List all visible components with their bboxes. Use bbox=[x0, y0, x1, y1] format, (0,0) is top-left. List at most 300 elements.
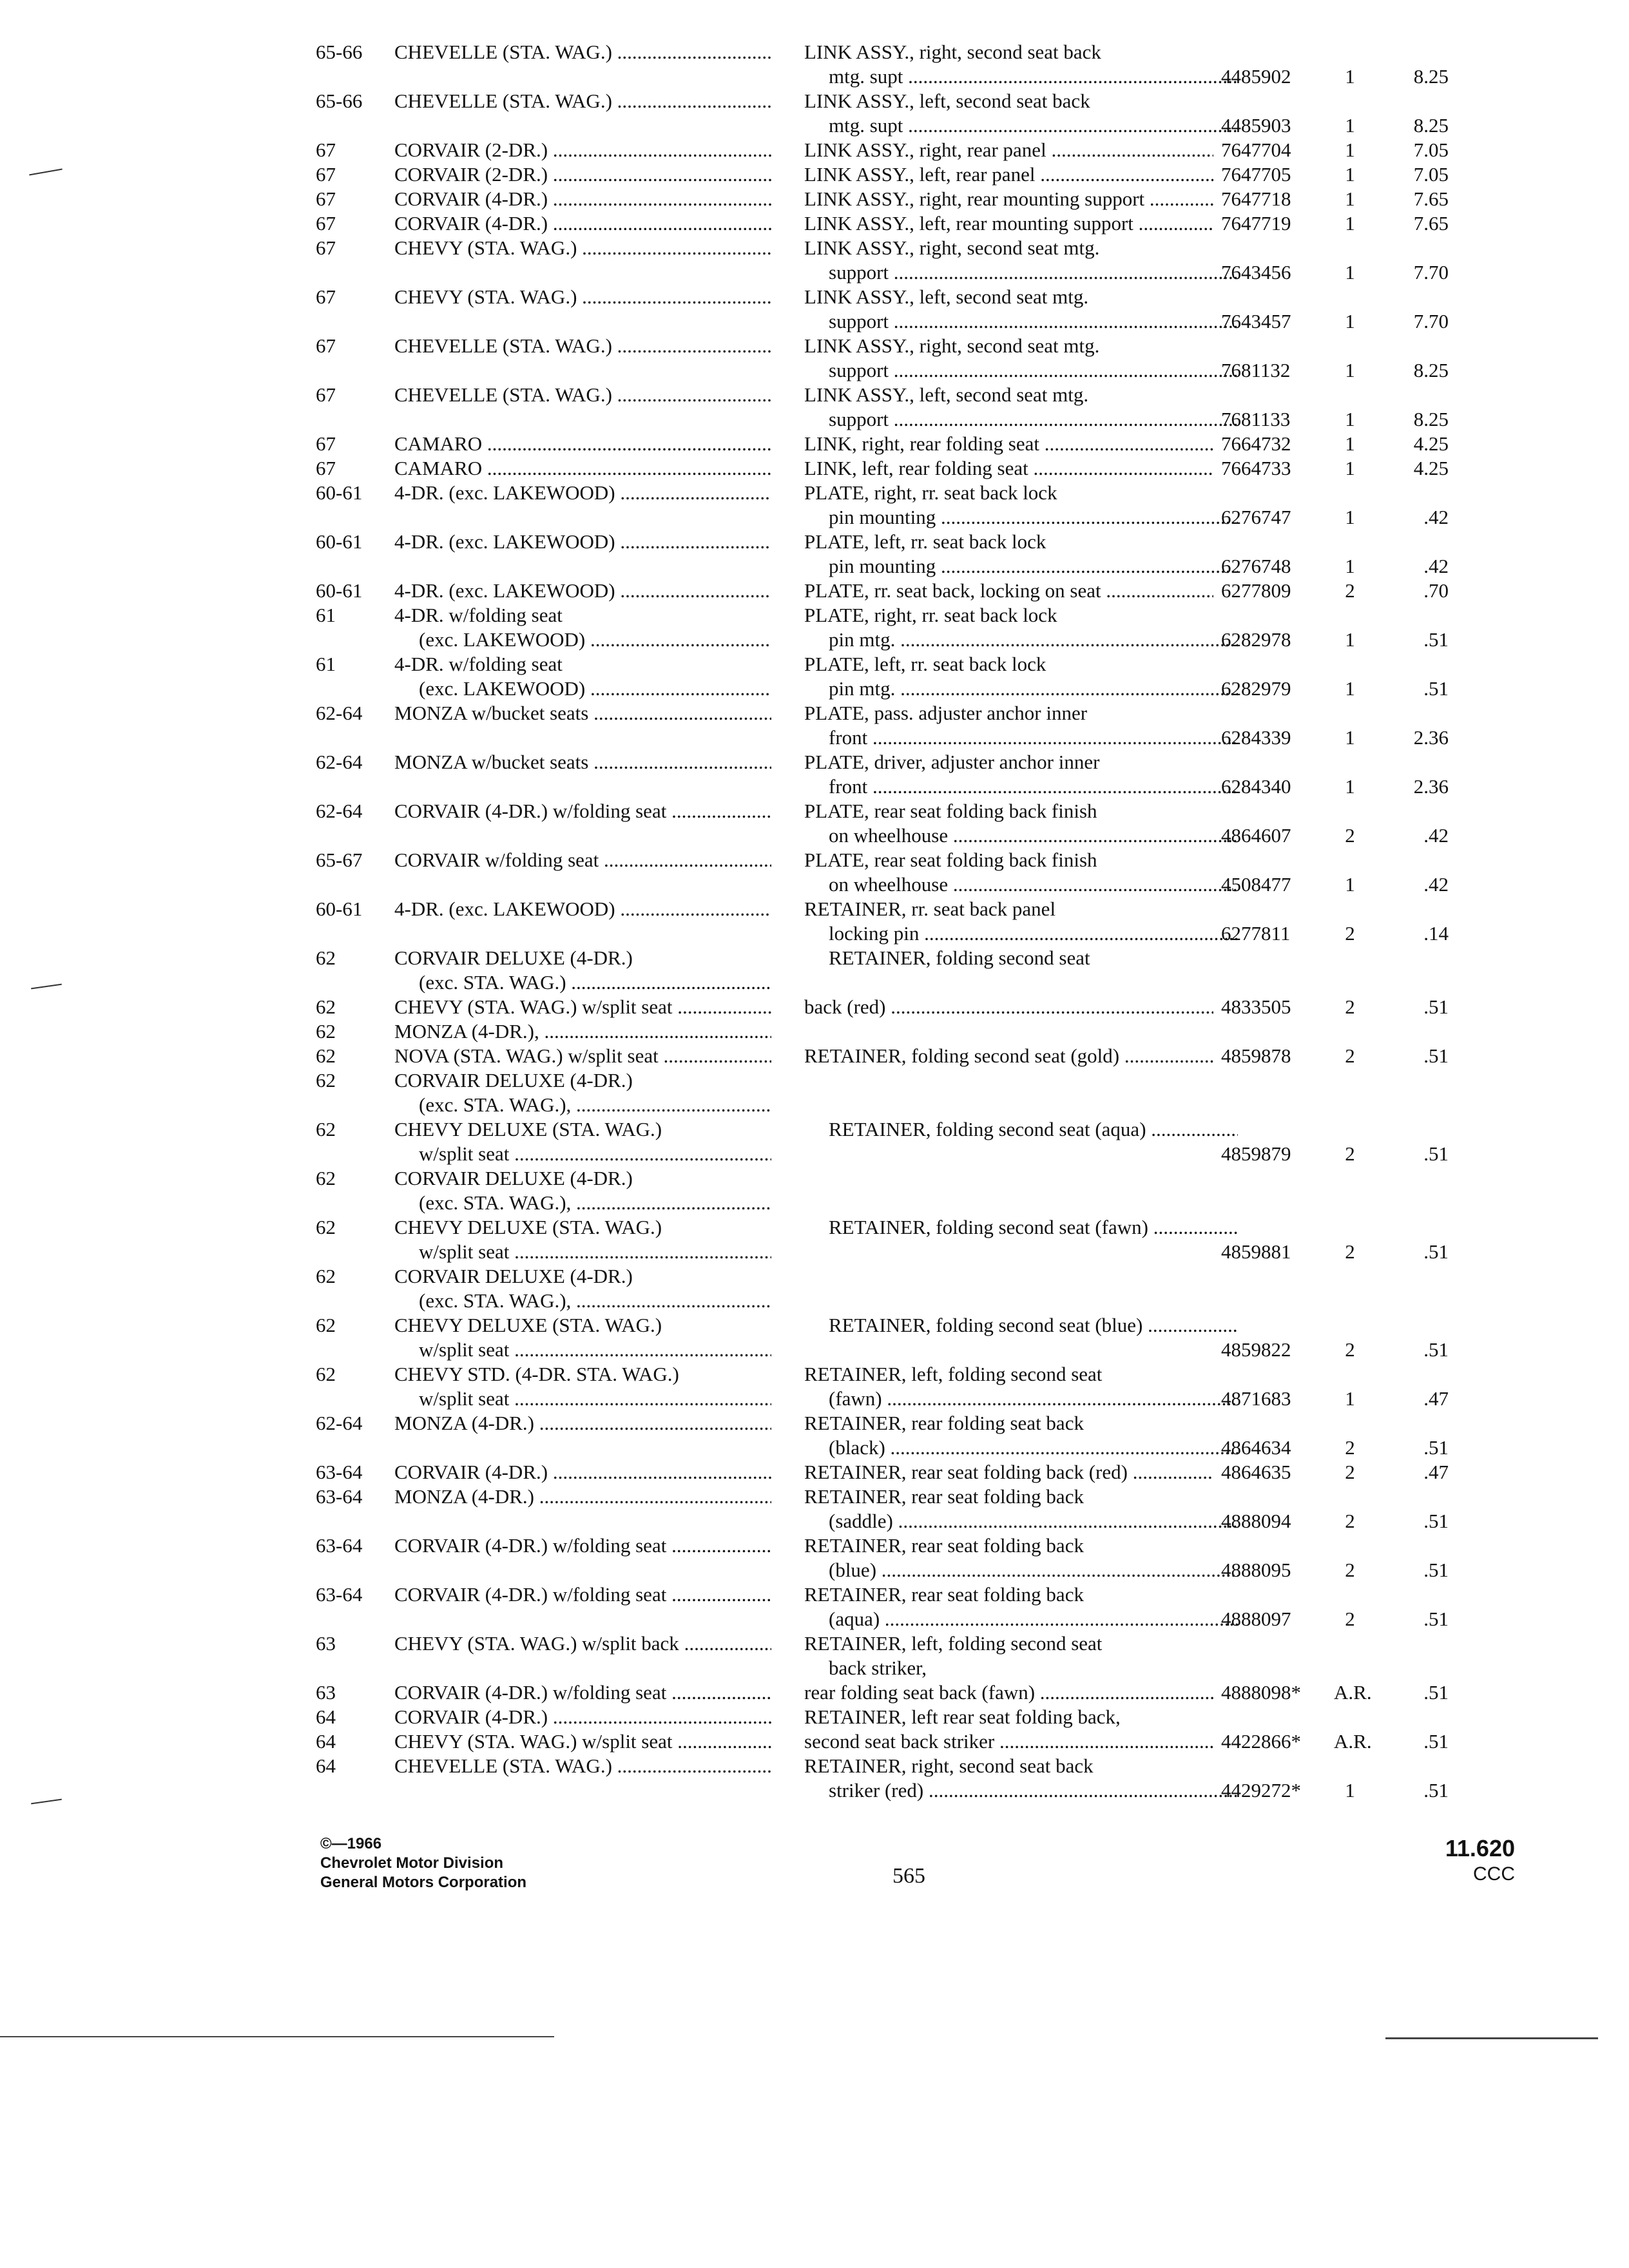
part-description-cell bbox=[804, 1680, 1229, 1705]
table-row bbox=[0, 848, 1629, 897]
part-description-cell bbox=[804, 1582, 1229, 1631]
part-line: PLATE, left, rr. seat back lock bbox=[804, 530, 1046, 553]
part-line: (saddle) ..... bbox=[804, 1509, 1238, 1533]
part-description-cell bbox=[804, 750, 1229, 799]
part-number-cell: 4422866* bbox=[1221, 1730, 1301, 1753]
part-number-cell: 4888098* bbox=[1221, 1681, 1301, 1704]
model-line: (exc. STA. WAG.), ..... bbox=[394, 1191, 771, 1215]
table-row bbox=[0, 1044, 1629, 1068]
model-line: CHEVELLE (STA. WAG.) ..... bbox=[394, 40, 771, 64]
part-description-cell bbox=[804, 897, 1229, 946]
part-description-cell bbox=[804, 1313, 1229, 1338]
quantity-cell: 1 bbox=[1345, 408, 1355, 430]
model-cell bbox=[394, 334, 771, 358]
model-line: CHEVELLE (STA. WAG.) ..... bbox=[394, 334, 771, 358]
copyright-line: ©—1966 bbox=[320, 1835, 382, 1852]
quantity-cell: 2 bbox=[1345, 995, 1355, 1018]
model-cell bbox=[394, 1264, 771, 1313]
part-number-cell: 4859881 bbox=[1221, 1240, 1291, 1263]
year-cell: 60-61 bbox=[316, 481, 363, 504]
part-line: RETAINER, right, second seat back bbox=[804, 1754, 1094, 1777]
quantity-cell: 1 bbox=[1345, 139, 1355, 161]
section-code: CCC bbox=[1473, 1863, 1515, 1885]
table-row bbox=[0, 187, 1629, 211]
price-cell: .47 bbox=[1423, 1387, 1449, 1410]
quantity-cell: 2 bbox=[1345, 1436, 1355, 1459]
table-row bbox=[0, 432, 1629, 456]
model-line: CHEVY (STA. WAG.) ..... bbox=[394, 236, 771, 260]
model-cell bbox=[394, 1215, 771, 1264]
part-number-cell: 6282978 bbox=[1221, 628, 1291, 651]
model-line: CORVAIR (4-DR.) w/folding seat ..... bbox=[394, 1582, 771, 1607]
price-cell: 8.25 bbox=[1413, 359, 1449, 381]
part-description-cell bbox=[804, 40, 1229, 89]
year-cell: 62 bbox=[316, 947, 336, 969]
quantity-cell: 2 bbox=[1345, 1559, 1355, 1581]
price-cell: .51 bbox=[1423, 1044, 1449, 1067]
part-description-cell bbox=[804, 701, 1229, 750]
quantity-cell: 1 bbox=[1345, 114, 1355, 137]
model-line: w/split seat ..... bbox=[394, 1240, 771, 1264]
part-line: (aqua) ..... bbox=[804, 1607, 1238, 1631]
price-cell: .51 bbox=[1423, 1730, 1449, 1753]
part-line: PLATE, right, rr. seat back lock bbox=[804, 481, 1057, 504]
part-line: support ..... bbox=[804, 309, 1238, 334]
table-row bbox=[0, 579, 1629, 603]
table-row bbox=[0, 750, 1629, 799]
part-description-cell bbox=[804, 285, 1229, 334]
corporation-line: General Motors Corporation bbox=[320, 1874, 527, 1891]
model-line: CAMARO ..... bbox=[394, 432, 771, 456]
part-line: RETAINER, folding second seat (fawn) ..... bbox=[804, 1215, 1238, 1240]
model-cell bbox=[394, 946, 771, 995]
part-line: RETAINER, left rear seat folding back, bbox=[804, 1706, 1121, 1728]
year-cell: 67 bbox=[316, 187, 336, 210]
model-line: MONZA (4-DR.), ..... bbox=[394, 1019, 771, 1044]
quantity-cell: 1 bbox=[1345, 457, 1355, 479]
quantity-cell: 2 bbox=[1345, 1044, 1355, 1067]
part-description-cell bbox=[804, 652, 1229, 701]
price-cell: .51 bbox=[1423, 1510, 1449, 1532]
part-line: PLATE, driver, adjuster anchor inner bbox=[804, 751, 1100, 773]
part-description-cell bbox=[804, 89, 1229, 138]
quantity-cell: 1 bbox=[1345, 212, 1355, 235]
model-line: CHEVY DELUXE (STA. WAG.) bbox=[394, 1118, 662, 1140]
table-row bbox=[0, 1215, 1629, 1264]
quantity-cell: 1 bbox=[1345, 506, 1355, 528]
year-cell: 62 bbox=[316, 1044, 336, 1067]
part-line: LINK ASSY., left, second seat mtg. bbox=[804, 285, 1089, 308]
price-cell: .42 bbox=[1423, 506, 1449, 528]
part-number-cell: 6282979 bbox=[1221, 677, 1291, 700]
table-row bbox=[0, 995, 1629, 1019]
quantity-cell: 1 bbox=[1345, 261, 1355, 284]
part-line: RETAINER, folding second seat (gold) ..... bbox=[804, 1044, 1213, 1068]
part-line: RETAINER, folding second seat (aqua) ..... bbox=[804, 1117, 1238, 1142]
year-cell: 62-64 bbox=[316, 702, 363, 724]
table-row bbox=[0, 701, 1629, 750]
part-line: pin mounting ..... bbox=[804, 554, 1238, 579]
table-row bbox=[0, 1019, 1629, 1044]
part-description-cell bbox=[804, 1362, 1229, 1411]
model-cell bbox=[394, 652, 771, 701]
model-cell bbox=[394, 285, 771, 309]
model-cell bbox=[394, 995, 771, 1019]
model-cell bbox=[394, 1166, 771, 1215]
part-number-cell: 7643457 bbox=[1221, 310, 1291, 332]
part-number-cell: 6276747 bbox=[1221, 506, 1291, 528]
page-number: 565 bbox=[892, 1864, 925, 1888]
part-line: RETAINER, rear seat folding back (red) ..... bbox=[804, 1460, 1213, 1485]
year-cell: 67 bbox=[316, 163, 336, 186]
price-cell: .42 bbox=[1423, 555, 1449, 577]
year-cell: 62-64 bbox=[316, 1412, 363, 1434]
quantity-cell: 1 bbox=[1345, 310, 1355, 332]
model-cell bbox=[394, 211, 771, 236]
model-line: 4-DR. (exc. LAKEWOOD) ..... bbox=[394, 579, 771, 603]
model-line: w/split seat ..... bbox=[394, 1142, 771, 1166]
model-line: CHEVY (STA. WAG.) w/split back ..... bbox=[394, 1631, 771, 1656]
model-line: CHEVELLE (STA. WAG.) ..... bbox=[394, 1754, 771, 1778]
part-line: LINK, left, rear folding seat ..... bbox=[804, 456, 1213, 481]
table-row bbox=[0, 1264, 1629, 1313]
quantity-cell: 1 bbox=[1345, 775, 1355, 798]
part-line: pin mtg. ..... bbox=[804, 677, 1238, 701]
table-row bbox=[0, 1533, 1629, 1582]
year-cell: 61 bbox=[316, 604, 336, 626]
model-cell bbox=[394, 89, 771, 113]
part-line: locking pin ..... bbox=[804, 921, 1238, 946]
part-number-cell: 4429272* bbox=[1221, 1779, 1301, 1802]
model-line: w/split seat ..... bbox=[394, 1387, 771, 1411]
part-description-cell bbox=[804, 481, 1229, 530]
price-cell: .47 bbox=[1423, 1461, 1449, 1483]
model-cell bbox=[394, 187, 771, 211]
part-description-cell bbox=[804, 334, 1229, 383]
year-cell: 62 bbox=[316, 1314, 336, 1336]
model-cell bbox=[394, 1631, 771, 1656]
year-cell: 63-64 bbox=[316, 1485, 363, 1508]
part-description-cell bbox=[804, 1631, 1229, 1680]
model-line: CORVAIR w/folding seat ..... bbox=[394, 848, 771, 872]
model-line: CORVAIR DELUXE (4-DR.) bbox=[394, 1265, 633, 1287]
price-cell: 8.25 bbox=[1413, 408, 1449, 430]
table-row bbox=[0, 383, 1629, 432]
year-cell: 67 bbox=[316, 432, 336, 455]
part-line: support ..... bbox=[804, 260, 1238, 285]
part-line: striker (red) ..... bbox=[804, 1778, 1238, 1803]
price-cell: .51 bbox=[1423, 1240, 1449, 1263]
part-line: support ..... bbox=[804, 407, 1238, 432]
price-cell: 4.25 bbox=[1413, 457, 1449, 479]
part-number-cell: 7643456 bbox=[1221, 261, 1291, 284]
model-cell bbox=[394, 432, 771, 456]
part-description-cell bbox=[804, 187, 1229, 211]
model-cell bbox=[394, 1705, 771, 1729]
model-line: MONZA w/bucket seats ..... bbox=[394, 750, 771, 774]
part-line: PLATE, rear seat folding back finish bbox=[804, 849, 1097, 871]
table-row bbox=[0, 1313, 1629, 1362]
part-line: front ..... bbox=[804, 726, 1238, 750]
model-line: CHEVY DELUXE (STA. WAG.) bbox=[394, 1216, 662, 1238]
model-line: CAMARO ..... bbox=[394, 456, 771, 481]
model-line: CORVAIR (4-DR.) ..... bbox=[394, 1460, 771, 1485]
year-cell: 62 bbox=[316, 995, 336, 1018]
part-line: RETAINER, left, folding second seat bbox=[804, 1632, 1103, 1655]
part-line: RETAINER, left, folding second seat bbox=[804, 1363, 1103, 1385]
model-line: CORVAIR (2-DR.) ..... bbox=[394, 162, 771, 187]
price-cell: 8.25 bbox=[1413, 65, 1449, 88]
table-row bbox=[0, 138, 1629, 162]
part-description-cell bbox=[804, 1411, 1229, 1460]
quantity-cell: A.R. bbox=[1334, 1730, 1372, 1753]
part-line: (fawn) ..... bbox=[804, 1387, 1238, 1411]
table-row bbox=[0, 530, 1629, 579]
part-line: back striker, bbox=[829, 1657, 927, 1679]
table-row bbox=[0, 1582, 1629, 1631]
part-line: PLATE, rr. seat back, locking on seat ..... bbox=[804, 579, 1213, 603]
model-cell bbox=[394, 481, 771, 505]
price-cell: .42 bbox=[1423, 824, 1449, 847]
part-description-cell bbox=[804, 1215, 1229, 1240]
table-row bbox=[0, 162, 1629, 187]
part-line: LINK ASSY., right, second seat back bbox=[804, 41, 1101, 63]
model-line: CHEVY STD. (4-DR. STA. WAG.) bbox=[394, 1363, 679, 1385]
year-cell: 67 bbox=[316, 236, 336, 259]
part-description-cell bbox=[804, 995, 1229, 1019]
model-cell bbox=[394, 236, 771, 260]
price-cell: .51 bbox=[1423, 1436, 1449, 1459]
quantity-cell: 1 bbox=[1345, 628, 1355, 651]
model-cell bbox=[394, 456, 771, 481]
table-row bbox=[0, 1705, 1629, 1729]
year-cell: 64 bbox=[316, 1754, 336, 1777]
model-cell bbox=[394, 1313, 771, 1362]
table-row bbox=[0, 652, 1629, 701]
price-cell: 2.36 bbox=[1413, 775, 1449, 798]
quantity-cell: A.R. bbox=[1334, 1681, 1372, 1704]
part-description-cell bbox=[804, 432, 1229, 456]
price-cell: 7.65 bbox=[1413, 212, 1449, 235]
model-line: CORVAIR DELUXE (4-DR.) bbox=[394, 947, 633, 969]
year-cell: 62 bbox=[316, 1363, 336, 1385]
part-description-cell bbox=[804, 236, 1229, 285]
part-description-cell bbox=[804, 162, 1229, 187]
part-number-cell: 4485902 bbox=[1221, 65, 1291, 88]
part-description-cell bbox=[804, 1533, 1229, 1582]
part-description-cell bbox=[804, 799, 1229, 848]
part-number-cell: 4833505 bbox=[1221, 995, 1291, 1018]
part-line: PLATE, left, rr. seat back lock bbox=[804, 653, 1046, 675]
model-cell bbox=[394, 1362, 771, 1411]
model-cell bbox=[394, 1411, 771, 1436]
price-cell: 8.25 bbox=[1413, 114, 1449, 137]
part-number-cell: 4859878 bbox=[1221, 1044, 1291, 1067]
model-cell bbox=[394, 701, 771, 726]
year-cell: 63-64 bbox=[316, 1583, 363, 1606]
part-line: mtg. supt ..... bbox=[804, 64, 1238, 89]
quantity-cell: 2 bbox=[1345, 1142, 1355, 1165]
model-line: CORVAIR (4-DR.) ..... bbox=[394, 1705, 771, 1729]
table-row bbox=[0, 1068, 1629, 1117]
year-cell: 65-66 bbox=[316, 41, 363, 63]
model-cell bbox=[394, 162, 771, 187]
table-row bbox=[0, 1631, 1629, 1680]
model-line: MONZA w/bucket seats ..... bbox=[394, 701, 771, 726]
model-cell bbox=[394, 1068, 771, 1117]
part-number-cell: 7647719 bbox=[1221, 212, 1291, 235]
table-row bbox=[0, 1117, 1629, 1166]
model-line: CORVAIR DELUXE (4-DR.) bbox=[394, 1167, 633, 1189]
part-line: PLATE, pass. adjuster anchor inner bbox=[804, 702, 1088, 724]
part-number-cell: 4871683 bbox=[1221, 1387, 1291, 1410]
part-line: LINK ASSY., left, rear mounting support ..... bbox=[804, 211, 1213, 236]
part-number-cell: 4864634 bbox=[1221, 1436, 1291, 1459]
part-line: mtg. supt ..... bbox=[804, 113, 1238, 138]
price-cell: .51 bbox=[1423, 677, 1449, 700]
quantity-cell: 1 bbox=[1345, 1387, 1355, 1410]
model-line: MONZA (4-DR.) ..... bbox=[394, 1485, 771, 1509]
quantity-cell: 1 bbox=[1345, 555, 1355, 577]
parts-catalog-table bbox=[0, 40, 1629, 1803]
table-row bbox=[0, 481, 1629, 530]
price-cell: .42 bbox=[1423, 873, 1449, 896]
quantity-cell: 1 bbox=[1345, 163, 1355, 186]
part-number-cell: 7681133 bbox=[1221, 408, 1291, 430]
part-number-cell: 4888097 bbox=[1221, 1608, 1291, 1630]
part-line: LINK ASSY., right, rear mounting support ..... bbox=[804, 187, 1213, 211]
part-description-cell bbox=[804, 1117, 1229, 1142]
model-cell bbox=[394, 383, 771, 407]
section-number: 11.620 bbox=[1445, 1835, 1515, 1861]
quantity-cell: 1 bbox=[1345, 1779, 1355, 1802]
model-line: CHEVY (STA. WAG.) ..... bbox=[394, 285, 771, 309]
model-cell bbox=[394, 1582, 771, 1607]
part-line: LINK ASSY., left, second seat mtg. bbox=[804, 383, 1089, 406]
table-row bbox=[0, 334, 1629, 383]
model-line: (exc. LAKEWOOD) ..... bbox=[394, 677, 771, 701]
price-cell: 7.65 bbox=[1413, 187, 1449, 210]
year-cell: 67 bbox=[316, 139, 336, 161]
table-row bbox=[0, 1485, 1629, 1533]
table-row bbox=[0, 285, 1629, 334]
model-cell bbox=[394, 1533, 771, 1558]
year-cell: 62 bbox=[316, 1216, 336, 1238]
part-description-cell bbox=[804, 579, 1229, 603]
price-cell: .51 bbox=[1423, 1142, 1449, 1165]
model-cell bbox=[394, 1019, 771, 1044]
year-cell: 63-64 bbox=[316, 1461, 363, 1483]
part-number-cell: 6277809 bbox=[1221, 579, 1291, 602]
part-line: LINK ASSY., right, second seat mtg. bbox=[804, 334, 1100, 357]
table-row bbox=[0, 946, 1629, 995]
model-cell bbox=[394, 1044, 771, 1068]
model-cell bbox=[394, 750, 771, 774]
part-description-cell bbox=[804, 603, 1229, 652]
model-line: (exc. LAKEWOOD) ..... bbox=[394, 628, 771, 652]
model-cell bbox=[394, 1754, 771, 1778]
table-row bbox=[0, 897, 1629, 946]
table-row bbox=[0, 456, 1629, 481]
part-line: pin mtg. ..... bbox=[804, 628, 1238, 652]
part-line: RETAINER, rear seat folding back bbox=[804, 1583, 1084, 1606]
part-description-cell bbox=[804, 383, 1229, 432]
part-line: RETAINER, rear folding seat back bbox=[804, 1412, 1084, 1434]
model-line: CORVAIR (2-DR.) ..... bbox=[394, 138, 771, 162]
quantity-cell: 2 bbox=[1345, 1240, 1355, 1263]
model-line: CORVAIR (4-DR.) ..... bbox=[394, 211, 771, 236]
part-line: (black) ..... bbox=[804, 1436, 1238, 1460]
quantity-cell: 1 bbox=[1345, 677, 1355, 700]
price-cell: .51 bbox=[1423, 1608, 1449, 1630]
model-line: CHEVELLE (STA. WAG.) ..... bbox=[394, 383, 771, 407]
year-cell: 63 bbox=[316, 1632, 336, 1655]
part-description-cell bbox=[804, 1754, 1229, 1803]
part-description-cell bbox=[804, 1485, 1229, 1533]
table-row bbox=[0, 1166, 1629, 1215]
part-number-cell: 4888094 bbox=[1221, 1510, 1291, 1532]
year-cell: 62-64 bbox=[316, 751, 363, 773]
model-line: CORVAIR DELUXE (4-DR.) bbox=[394, 1069, 633, 1091]
year-cell: 67 bbox=[316, 212, 336, 235]
scan-edge-line bbox=[1385, 2037, 1598, 2039]
year-cell: 67 bbox=[316, 457, 336, 479]
year-cell: 64 bbox=[316, 1706, 336, 1728]
part-line: PLATE, right, rr. seat back lock bbox=[804, 604, 1057, 626]
scan-edge-line bbox=[0, 2036, 554, 2037]
part-description-cell bbox=[804, 1044, 1229, 1068]
table-row bbox=[0, 1411, 1629, 1460]
quantity-cell: 2 bbox=[1345, 1338, 1355, 1361]
part-description-cell bbox=[804, 848, 1229, 897]
model-line: CHEVELLE (STA. WAG.) ..... bbox=[394, 89, 771, 113]
model-cell bbox=[394, 138, 771, 162]
price-cell: .51 bbox=[1423, 995, 1449, 1018]
year-cell: 64 bbox=[316, 1730, 336, 1753]
model-line: NOVA (STA. WAG.) w/split seat ..... bbox=[394, 1044, 771, 1068]
part-number-cell: 4485903 bbox=[1221, 114, 1291, 137]
price-cell: .51 bbox=[1423, 1681, 1449, 1704]
model-cell bbox=[394, 1680, 771, 1705]
quantity-cell: 1 bbox=[1345, 873, 1355, 896]
table-row bbox=[0, 1362, 1629, 1411]
year-cell: 62 bbox=[316, 1167, 336, 1189]
part-number-cell: 4864635 bbox=[1221, 1461, 1291, 1483]
model-cell bbox=[394, 799, 771, 823]
year-cell: 60-61 bbox=[316, 579, 363, 602]
model-line: (exc. STA. WAG.) ..... bbox=[394, 970, 771, 995]
part-number-cell: 4888095 bbox=[1221, 1559, 1291, 1581]
part-line: front ..... bbox=[804, 774, 1238, 799]
table-row bbox=[0, 1754, 1629, 1803]
publisher-block bbox=[320, 1834, 526, 1892]
model-cell bbox=[394, 579, 771, 603]
part-number-cell: 4864607 bbox=[1221, 824, 1291, 847]
year-cell: 62-64 bbox=[316, 800, 363, 822]
price-cell: .51 bbox=[1423, 628, 1449, 651]
part-line: RETAINER, rear seat folding back bbox=[804, 1534, 1084, 1557]
part-line: back (red) ..... bbox=[804, 995, 1213, 1019]
year-cell: 67 bbox=[316, 383, 336, 406]
model-line: 4-DR. (exc. LAKEWOOD) ..... bbox=[394, 530, 771, 554]
quantity-cell: 2 bbox=[1345, 1510, 1355, 1532]
table-row bbox=[0, 1729, 1629, 1754]
part-line: RETAINER, rr. seat back panel bbox=[804, 898, 1056, 920]
part-number-cell: 7647704 bbox=[1221, 139, 1291, 161]
part-line: pin mounting ..... bbox=[804, 505, 1238, 530]
part-description-cell bbox=[804, 456, 1229, 481]
model-cell bbox=[394, 530, 771, 554]
